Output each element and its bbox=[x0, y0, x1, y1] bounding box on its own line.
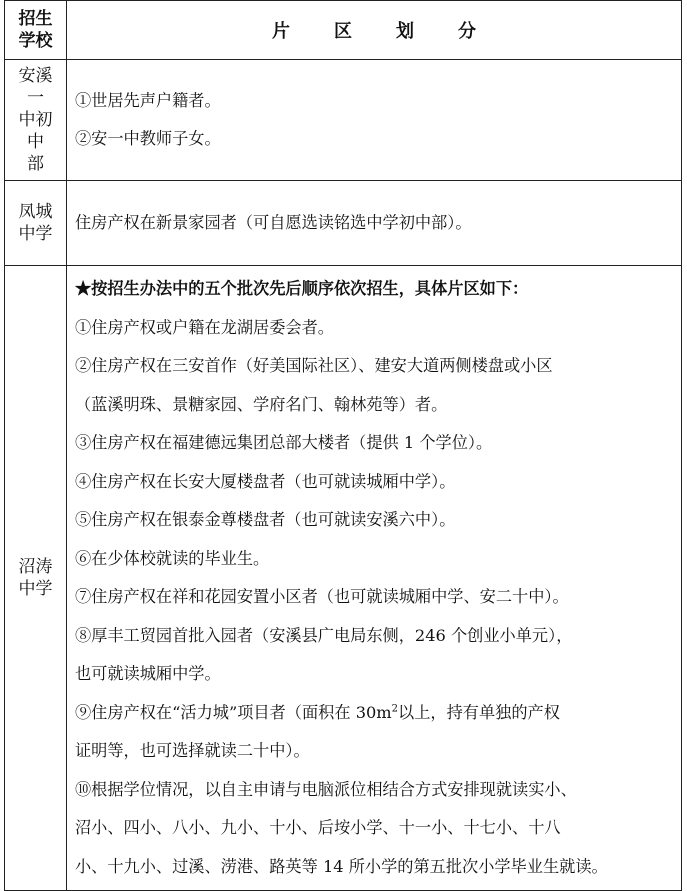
zone-item: 也可就读城厢中学。 bbox=[75, 664, 221, 683]
zone-item-part: ⑨住房产权在“活力城”项目者（面积在 30m bbox=[75, 702, 392, 722]
zone-item: 证明等，也可选择就读二十中）。 bbox=[75, 741, 310, 760]
table-header-row bbox=[5, 1, 682, 60]
school-name-line: 沼涛 bbox=[18, 557, 53, 577]
school-name-line: 中学 bbox=[18, 224, 53, 244]
zone-item: ⑥在少体校就读的毕业生。 bbox=[75, 548, 270, 568]
header-zone-cell: 片区划分 bbox=[67, 1, 682, 60]
table-row bbox=[5, 181, 682, 266]
zone-cell bbox=[67, 60, 682, 181]
header-school-line2: 学校 bbox=[18, 31, 53, 51]
zone-item: ①住房产权或户籍在龙湖居委会者。 bbox=[75, 317, 334, 337]
school-cell bbox=[5, 181, 67, 266]
zone-item: ②安一中教师子女。 bbox=[75, 129, 221, 148]
zone-cell bbox=[67, 266, 682, 891]
school-name-line: 部 bbox=[27, 154, 44, 174]
header-school-cell bbox=[5, 1, 67, 60]
zone-item: ④住房产权在长安大厦楼盘者（也可就读城厢中学）。 bbox=[75, 471, 456, 491]
zone-lead-text: ★按招生办法中的五个批次先后顺序依次招生，具体片区如下： bbox=[75, 279, 529, 298]
zone-item: （蓝溪明珠、景糖家园、学府名门、翰林苑等）者。 bbox=[75, 394, 448, 414]
zone-cell bbox=[67, 181, 682, 266]
school-name-line: 安溪一 bbox=[18, 66, 53, 108]
header-school-line1: 招生 bbox=[18, 9, 53, 29]
school-name-line: 中学 bbox=[18, 579, 53, 599]
table-row bbox=[5, 60, 682, 181]
zone-item: ②住房产权在三安首作（好美国际社区）、建安大道两侧楼盘或小区 bbox=[75, 356, 553, 375]
zone-item: 小、十九小、过溪、涝港、路英等 14 所小学的第五批次小学毕业生就读。 bbox=[75, 856, 608, 876]
zone-item: ③住房产权在福建德远集团总部大楼者（提供 1 个学位）。 bbox=[75, 433, 493, 452]
superscript: 2 bbox=[391, 703, 399, 715]
zone-item bbox=[67, 694, 681, 733]
zone-item: 住房产权在新景家园者（可自愿选读铭选中学初中部）。 bbox=[75, 212, 472, 232]
school-name-line: 凤城 bbox=[18, 202, 53, 222]
zone-item: 沼小、四小、八小、九小、十小、后垵小学、十一小、十七小、十八 bbox=[75, 818, 561, 837]
zone-item: ⑩根据学位情况，以自主申请与电脑派位相结合方式安排现就读实小、 bbox=[75, 779, 577, 799]
zone-item: ⑤住房产权在银泰金尊楼盘者（也可就读安溪六中）。 bbox=[75, 510, 456, 529]
zone-item-part: 以上，持有单独的产权 bbox=[398, 702, 560, 722]
zone-item: ⑦住房产权在祥和花园安置小区者（也可就读城厢中学、安二十中）。 bbox=[75, 587, 569, 606]
school-name-line: 中初中 bbox=[18, 110, 53, 152]
school-cell bbox=[5, 60, 67, 181]
school-cell bbox=[5, 266, 67, 891]
zone-item: ⑧厚丰工贸园首批入园者（安溪县广电局东侧，246 个创业小单元）， bbox=[75, 625, 573, 645]
zone-table bbox=[4, 0, 682, 891]
table-row bbox=[5, 266, 682, 891]
zone-item: ①世居先声户籍者。 bbox=[75, 90, 221, 110]
